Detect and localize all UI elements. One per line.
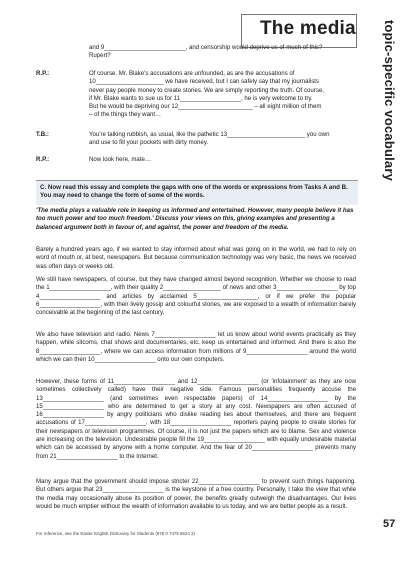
dialogue-line: But he would be depriving our 12______________________ – all eight million of them bbox=[89, 103, 322, 111]
dialogue-block bbox=[89, 131, 359, 148]
title-box bbox=[241, 14, 357, 48]
reference-note: For reference, see the Easier English Dictionary for Students (978 0 7475 6624 3) bbox=[36, 531, 195, 536]
task-instruction-box bbox=[36, 180, 358, 205]
dialogue-line: 10____________________ we have received, but I can safely say that my journalists bbox=[89, 78, 320, 86]
essay-paragraph: We still have newspapers, of course, but they have changed almost beyond recognition. Whether we choose to read the 1__________________, with their quality 2_________________ of news and other 3__________________ by top 4__________________ and articles by acclaimed 5__________________, or if we prefer the popular 6__________________, with their lively gossip and colourful stories, we are exposed to a wealth of information barely conceivable at the beginning of the last century. bbox=[36, 276, 356, 317]
speaker-label: T.B.: bbox=[36, 131, 49, 138]
dialogue-line: and use to fill your pockets with dirty money. bbox=[89, 139, 209, 147]
dialogue-block bbox=[89, 70, 359, 120]
page-number: 57 bbox=[383, 518, 396, 530]
dialogue-line: if Mr. Blake wants to sue us for 11__________________, he is very welcome to try. bbox=[89, 94, 313, 102]
essay-question: 'The media plays a valuable role in keeping us informed and entertained. However, many people believe it has too much power and too much freedom.' Discuss your views on this, giving examples and presenting a balanced argument both in favour of, and against, the power and freedom of the media. bbox=[36, 207, 354, 231]
dialogue-line: Now look here, mate… bbox=[89, 156, 151, 163]
speaker-label: R.P.: bbox=[36, 156, 50, 163]
speaker-label: R.P.: bbox=[36, 70, 50, 77]
essay-paragraph: However, these forms of 11__________________ and 12__________________ (or 'infotainment' as they are now sometimes collectively called) have their negative side. Famous personalities frequently accuse the 13__________________ (and sometimes even respectable papers) of 14__________________ by the 15__________________ who are determined to get a story at any cost. Newspapers are often accused of 16__________________ by angry politicians who dislike reading lies about themselves, and there are frequent accusations of 17__________________, with 18__________________ reporters paying people to create stories for their newspapers or television programmes. Of course, it is not just the papers which are to blame. Sex and violence are increasing on the television. Undesirable people fill the 19__________________ with equally undesirable material which can be accessed by anyone with a home computer. And the fear of 20__________________ prevents many from 21__________________ to the Internet. bbox=[36, 378, 356, 460]
side-tab-label: topic-specific vocabulary bbox=[382, 20, 397, 182]
page-title: The media bbox=[260, 18, 356, 39]
essay-paragraph: We also have television and radio. News 7__________________ let us know about world events practically as they happen, while sitcoms, chat shows and documentaries, etc. keep us entertained and informed. And there is also the 8__________________, where we can access information from millions of 9__________________ around the world which we can then 10__________________ onto our own computers. bbox=[36, 331, 356, 363]
dialogue-line: Rupert? bbox=[89, 52, 111, 59]
task-instruction: C. Now read this essay and complete the gaps with one of the words or expressions from Tasks A and B. You may need to change the form of some of the words. bbox=[40, 184, 348, 200]
dialogue-line: – of the things they want… bbox=[89, 111, 162, 119]
dialogue-line: Of course. Mr. Blake's accusations are unfounded, as are the accusations of bbox=[89, 70, 295, 77]
dialogue-line: You're talking rubbish, as usual, like the pathetic 13_______________________ you own bbox=[89, 131, 330, 138]
essay-paragraph: Many argue that the government should impose stricter 22__________________ to prevent such things happening. But others argue that 23__________________ is the keystone of a free country. Personally, I take the view that while the media may occasionally abuse its position of power, the benefits greatly outweigh the disadvantages. Our lives would be much emptier without the wealth of information available to us today, and we are better people as a result. bbox=[36, 478, 356, 510]
dialogue-line: and 9________________________, and censorship would deprive us of much of this? bbox=[89, 44, 323, 51]
dialogue-line: never pay people money to create stories. We are simply reporting the truth. Of course, bbox=[89, 86, 324, 94]
essay-paragraph: Barely a hundred years ago, if we wanted to stay informed about what was going on in the world, we had to rely on word of mouth or, at best, newspapers. But because communication technology was very basic, the news we received was often days or weeks old. bbox=[36, 246, 356, 270]
